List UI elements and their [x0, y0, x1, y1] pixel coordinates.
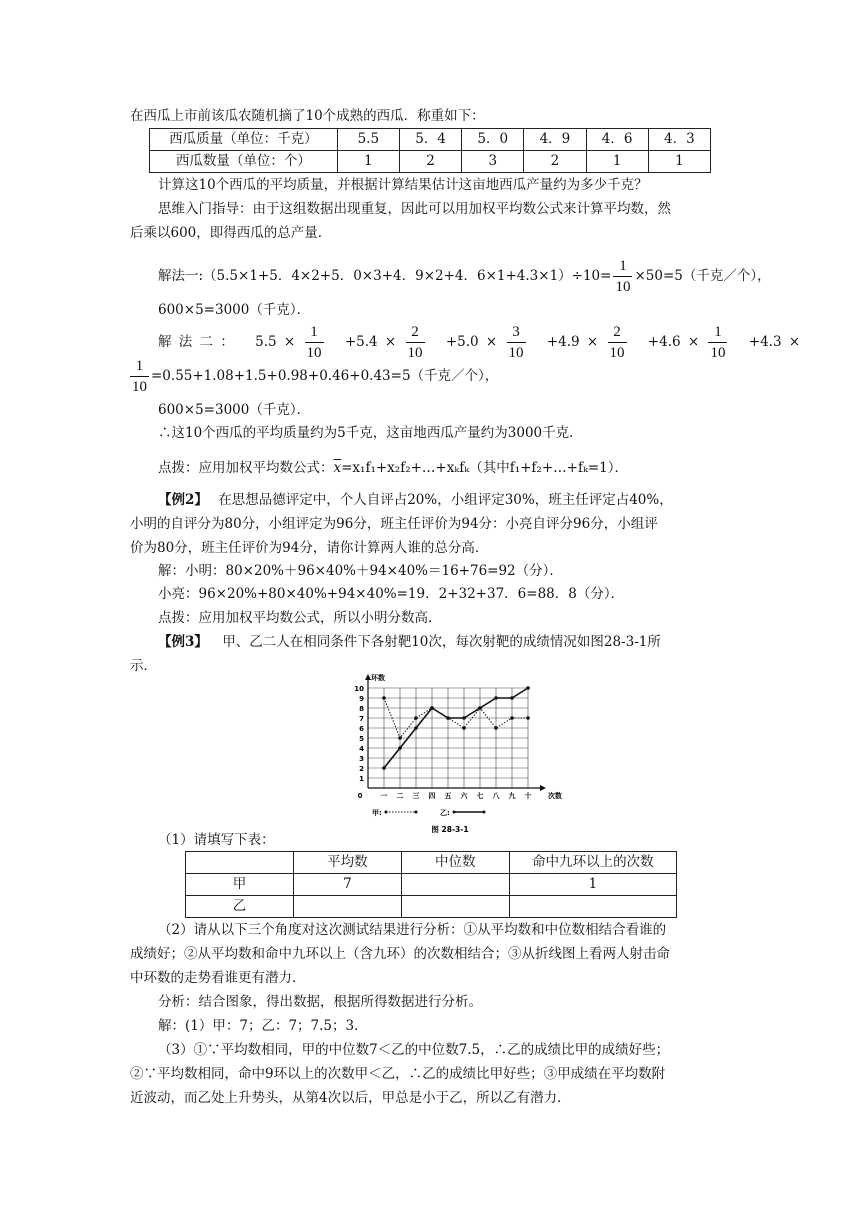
- table1-cell: 2: [524, 151, 586, 173]
- score-table-header: 命中九环以上的次数: [509, 852, 676, 874]
- x-tick-label: 六: [460, 792, 468, 800]
- x-axis-arrow: [540, 785, 546, 791]
- question-3-2c: 中环数的走势看谁更有潜力．: [130, 970, 306, 986]
- answer-1: 解：(1）甲：7；乙：7；7.5；3．: [158, 1018, 368, 1034]
- score-table-cell: 甲: [186, 874, 294, 896]
- legend-label-yi: 乙:: [440, 809, 450, 817]
- score-table-cell: [401, 874, 509, 896]
- tip-1-label: 点拨：应用加权平均数公式：: [158, 460, 334, 476]
- example-2-line1: [158, 490, 673, 511]
- table1-cell: 2: [399, 151, 461, 173]
- score-table-header: [186, 852, 294, 874]
- x-tick-label: 九: [508, 792, 516, 800]
- legend-point: [385, 811, 388, 814]
- table1-row1-label: 西瓜质量（单位：千克）: [150, 129, 338, 151]
- example-2-solution-2: 小亮：96×20%+80×40%+94×40%=19．2+32+37．6=88．8（分）．: [158, 586, 625, 602]
- solution-2-term: 5.5 ×: [255, 334, 296, 350]
- data-point: [430, 706, 434, 710]
- legend-point: [453, 811, 456, 814]
- chart-caption: 图 28-3-1: [431, 825, 469, 834]
- answer-3c: 近波动，而乙处上升势头，从第4次以后，甲总是小于乙，所以乙有潜力．: [130, 1090, 571, 1106]
- table1-cell: 4．9: [524, 129, 586, 151]
- solution-1: [158, 256, 771, 297]
- solution-2-fraction: $\frac{1}{10}$: [132, 358, 147, 395]
- y-tick-label: 10: [354, 685, 364, 693]
- solution-2-term: +5.4 ×: [344, 334, 397, 350]
- solution-2-term: +4.9 ×: [546, 334, 599, 350]
- solution-1-fraction: $\frac{1}{10}$: [615, 258, 631, 295]
- table1-cell: 4．6: [586, 129, 648, 151]
- data-point: [414, 726, 418, 730]
- x-axis-title: 次数: [548, 792, 562, 800]
- score-table-cell: 乙: [186, 896, 294, 918]
- data-point: [478, 706, 482, 710]
- data-point: [398, 736, 402, 740]
- y-tick-label: 7: [359, 715, 364, 723]
- example-2-tip: 点拨：应用加权平均数公式，所以小明分数高．: [158, 610, 442, 626]
- x-tick-label: 四: [428, 792, 436, 800]
- conclusion-1: ∴这10个西瓜的平均质量约为5千克，这亩地西瓜产量约为3000千克．: [158, 425, 583, 441]
- solution-2-term: +4.6 ×: [647, 334, 700, 350]
- x-tick-label: 七: [476, 792, 484, 800]
- answer-3a: （3）①∵平均数相同，甲的中位数7＜乙的中位数7.5，∴乙的成绩比甲的成绩好些；: [158, 1042, 670, 1058]
- table1-cell: 1: [648, 151, 710, 173]
- score-table-header: 中位数: [401, 852, 509, 874]
- table1-cell: 3: [462, 151, 524, 173]
- answer-3b: ②∵平均数相同，命中9环以上的次数甲＜乙，∴乙的成绩比甲好些；③甲成绩在平均数附: [130, 1066, 666, 1082]
- score-table-header: 平均数: [293, 852, 401, 874]
- score-table-cell: 7: [293, 874, 401, 896]
- legend-point: [415, 811, 418, 814]
- x-tick-label: 三: [412, 792, 420, 800]
- question-1: 计算这10个西瓜的平均质量，并根据计算结果估计这亩地西瓜产量约为多少千克？: [158, 177, 648, 193]
- y-tick-label: 8: [359, 705, 364, 713]
- x-tick-label: 五: [444, 792, 452, 800]
- tip-1: [158, 458, 628, 479]
- x-tick-label: 八: [492, 792, 500, 800]
- solution-2-fraction: $\frac{2}{10}$: [407, 324, 423, 361]
- data-point: [494, 726, 498, 730]
- solution-1-post: ×50=5（千克／个），: [634, 268, 771, 284]
- x-tick-label: 二: [396, 792, 404, 800]
- x-tick-label: 一: [380, 792, 388, 800]
- example-3-line1: [158, 632, 661, 653]
- solution-2-fraction: $\frac{2}{10}$: [609, 324, 625, 361]
- solution-1-line2: 600×5=3000（千克）．: [158, 302, 311, 318]
- table1-cell: 5．4: [399, 129, 461, 151]
- legend-point: [483, 811, 486, 814]
- data-point: [382, 766, 386, 770]
- example-3-tag: 【例3】: [158, 634, 208, 650]
- solution-2-fraction: $\frac{1}{10}$: [306, 324, 322, 361]
- y-tick-label: 1: [359, 775, 364, 783]
- example-3-text: 甲、乙二人在相同条件下各射靶10次，每次射靶的成绩情况如图28-3-1所: [222, 634, 661, 650]
- data-point: [414, 716, 418, 720]
- mean-symbol: $\overline{x}$: [333, 460, 342, 476]
- hint-1a: 思维入门指导：由于这组数据出现重复，因此可以用加权平均数公式来计算平均数，然: [158, 201, 671, 217]
- example-3-line2: 示．: [130, 658, 157, 674]
- example-2-text: 在思想品德评定中，个人自评占20%，小组评定30%，班主任评定占40%，: [218, 492, 673, 508]
- data-point: [526, 686, 530, 690]
- example-2-line2: 小明的自评分为80分，小组评定为96分，班主任评价为94分：小亮自评分96分，小组评: [130, 516, 658, 532]
- table1-cell: 4．3: [648, 129, 710, 151]
- question-3-2a: （2）请从以下三个角度对这次测试结果进行分析：①从平均数和中位数相结合看谁的: [158, 922, 667, 938]
- score-table-cell: [293, 896, 401, 918]
- y-tick-label: 9: [359, 695, 364, 703]
- data-point: [446, 716, 450, 720]
- x-tick-label: 十: [524, 792, 532, 800]
- solution-2-term: +5.0 ×: [445, 334, 498, 350]
- solution-2-term: +4.3 ×: [748, 334, 801, 350]
- data-point: [510, 696, 514, 700]
- solution-2-fraction: $\frac{1}{10}$: [710, 324, 726, 361]
- legend-label-jia: 甲:: [372, 809, 382, 817]
- tip-1-formula: =x₁f₁+x₂f₂+…+xₖfₖ（其中f₁+f₂+…+fₖ=1）．: [341, 460, 629, 476]
- solution-2-line2: [128, 356, 498, 397]
- example-2-solution-1: 解：小明：80×20%＋96×40%＋94×40%＝16+76=92（分）．: [158, 563, 563, 579]
- origin-label: 0: [357, 792, 363, 800]
- analysis: 分析：结合图象，得出数据，根据所得数据进行分析。: [158, 994, 482, 1010]
- y-tick-label: 3: [359, 755, 364, 763]
- data-point: [462, 726, 466, 730]
- data-point: [510, 716, 514, 720]
- table1-cell: 5.5: [337, 129, 399, 151]
- example-2-line3: 价为80分，班主任评价为94分，请你计算两人谁的总分高．: [130, 540, 489, 556]
- chart-axes: [365, 674, 546, 791]
- solution-2-label: 解 法 二 ：: [158, 334, 234, 350]
- score-table: [185, 851, 677, 918]
- solution-2-result: =0.55+1.08+1.5+0.98+0.46+0.43=5（千克／个），: [151, 368, 499, 384]
- data-point: [526, 716, 530, 720]
- question-3-1: （1）请填写下表：: [158, 832, 275, 848]
- y-tick-label: 6: [359, 725, 364, 733]
- example-2-tag: 【例2】: [158, 492, 208, 508]
- question-3-2b: 成绩好；②从平均数和命中九环以上（含九环）的次数相结合；③从折线图上看两人射击命: [130, 946, 670, 962]
- data-point: [382, 696, 386, 700]
- solution-2-line3: 600×5=3000（千克）．: [158, 402, 311, 418]
- y-tick-label: 4: [359, 745, 364, 753]
- data-point: [494, 696, 498, 700]
- data-point: [398, 746, 402, 750]
- score-table-cell: 1: [509, 874, 676, 896]
- solution-2-fraction: $\frac{3}{10}$: [508, 324, 524, 361]
- watermelon-table: [149, 128, 711, 173]
- data-point: [462, 716, 466, 720]
- score-table-cell: [401, 896, 509, 918]
- table1-cell: 1: [337, 151, 399, 173]
- table1-cell: 5．0: [462, 129, 524, 151]
- table1-cell: 1: [586, 151, 648, 173]
- solution-1-pre: 解法一:（5.5×1+5．4×2+5．0×3+4．9×2+4．6×1+4.3×1）÷10=: [158, 268, 612, 284]
- hint-1b: 后乘以600，即得西瓜的总产量．: [130, 225, 332, 241]
- y-axis-title: 环数: [371, 674, 385, 682]
- chart-grid: [368, 688, 528, 788]
- y-tick-label: 2: [359, 765, 364, 773]
- y-tick-label: 5: [359, 735, 364, 743]
- shooting-score-chart: [340, 672, 562, 834]
- intro-text: 在西瓜上市前该瓜农随机摘了10个成熟的西瓜．称重如下：: [130, 108, 485, 124]
- table1-row2-label: 西瓜数量（单位：个）: [150, 151, 338, 173]
- score-table-cell: [509, 896, 676, 918]
